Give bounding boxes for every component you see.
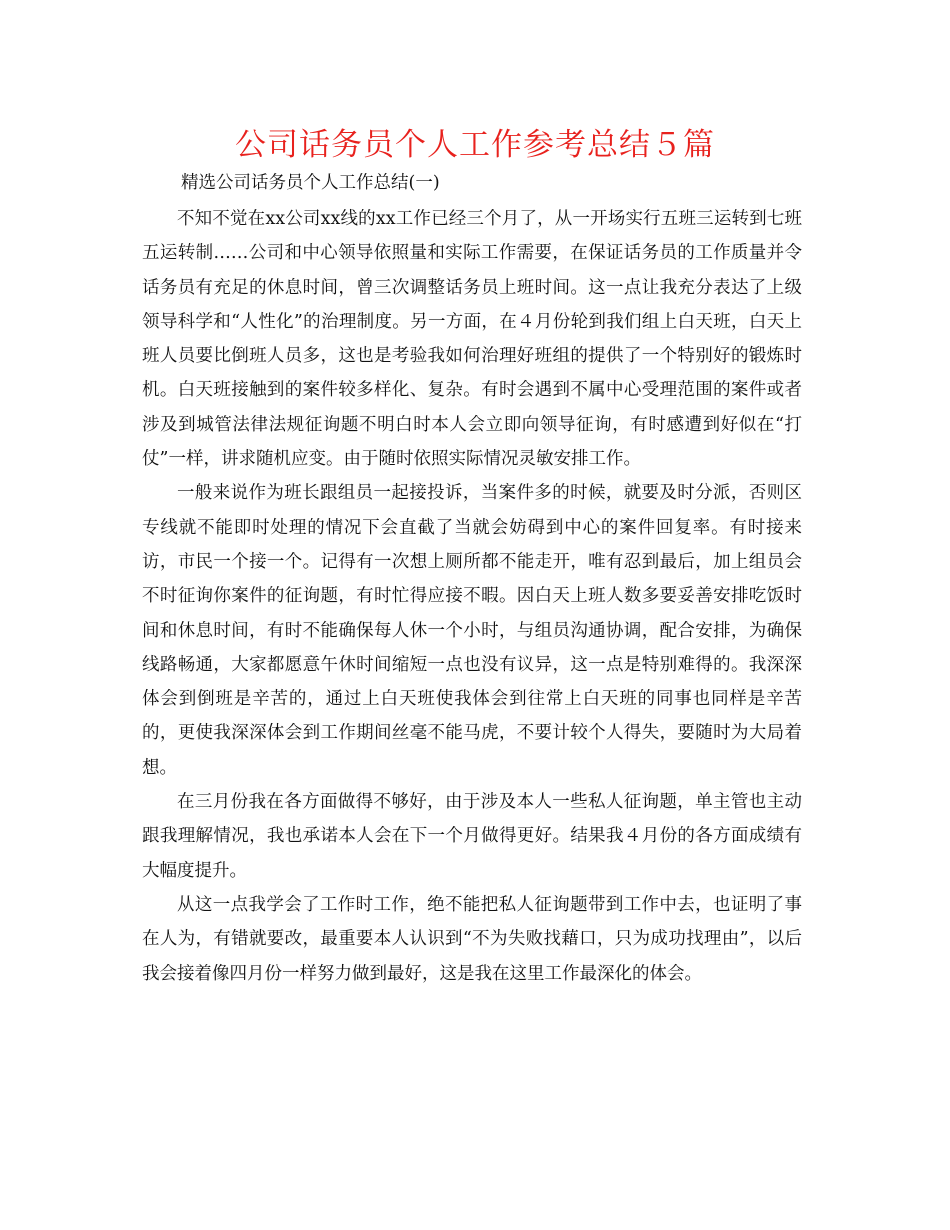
document-body bbox=[142, 202, 802, 991]
document-title: 公司话务员个人工作参考总结５篇 bbox=[235, 127, 715, 163]
document-subtitle: 精选公司话务员个人工作总结(一) bbox=[181, 173, 440, 193]
paragraph-3: 在三月份我在各方面做得不够好，由于涉及本人一些私人征询题，单主管也主动跟我理解情况，我也承诺本人会在下一个月做得更好。结果我４月份的各方面成绩有大幅度提升。 bbox=[142, 792, 802, 881]
paragraph-2: 一般来说作为班长跟组员一起接投诉，当案件多的时候，就要及时分派，否则区专线就不能即时处理的情况下会直截了当就会妨碍到中心的案件回复率。有时接来访，市民一个接一个。记得有一次想上厕所都不能走开，唯有忍到最后，加上组员会不时征询你案件的征询题，有时忙得应接不暇。因白天上班人数多要妥善安排吃饭时间和休息时间，有时不能确保每人休一个小时，与组员沟通协调，配合安排，为确保线路畅通，大家都愿意午休时间缩短一点也没有议异，这一点是特别难得的。我深深体会到倒班是辛苦的，通过上白天班使我体会到往常上白天班的同事也同样是辛苦的，更使我深深体会到工作期间丝毫不能马虎，不要计较个人得失，要随时为大局着想。 bbox=[142, 483, 802, 778]
paragraph-4: 从这一点我学会了工作时工作，绝不能把私人征询题带到工作中去，也证明了事在人为，有错就要改，最重要本人认识到“不为失败找藉口，只为成功找理由”，以后我会接着像四月份一样努力做到最好，这是我在这里工作最深化的体会。 bbox=[142, 894, 802, 984]
paragraph-1: 不知不觉在xx公司xx线的xx工作已经三个月了，从一开场实行五班三运转到七班五运转制……公司和中心领导依照量和实际工作需要，在保证话务员的工作质量并令话务员有充足的休息时间，曾三次调整话务员上班时间。这一点让我充分表达了上级领导科学和“人性化”的治理制度。另一方面，在４月份轮到我们组上白天班，白天上班人员要比倒班人员多，这也是考验我如何治理好班组的提供了一个特别好的锻炼时机。白天班接触到的案件较多样化、复杂。有时会遇到不属中心受理范围的案件或者涉及到城管法律法规征询题不明白时本人会立即向领导征询，有时感遭到好似在“打仗”一样，讲求随机应变。由于随时依照实际情况灵敏安排工作。 bbox=[142, 209, 802, 470]
